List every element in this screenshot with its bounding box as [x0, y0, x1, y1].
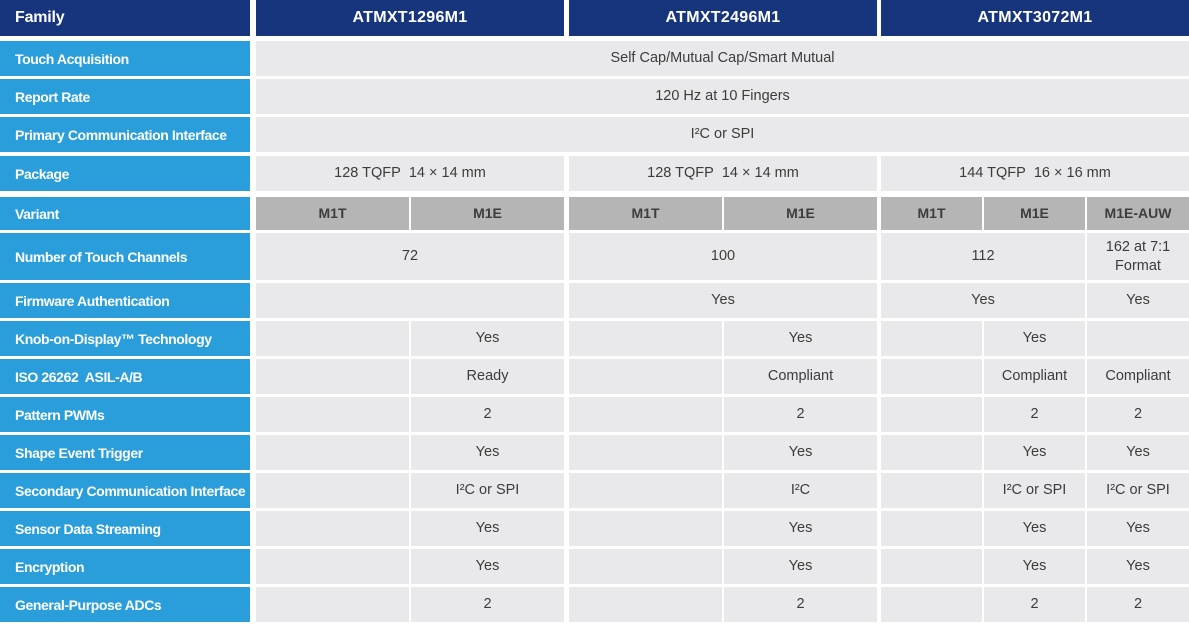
- row-label-encryption: Encryption: [0, 549, 250, 584]
- cell-sensor-2496-m1t: [569, 511, 722, 546]
- cell-adc-3072-m1t: [881, 587, 982, 622]
- cell-knob-3072-m1t: [881, 321, 982, 356]
- pwm-group-1296: [256, 397, 564, 432]
- cell-secondary-3072-m1t: [881, 473, 982, 508]
- row-label-iso-26262: ISO 26262 ASIL-A/B: [0, 359, 250, 394]
- encryption-group-3072: [881, 549, 1189, 584]
- variant-header-3072-m1e: M1E: [984, 197, 1085, 230]
- cell-encryption-2496-m1t: [569, 549, 722, 584]
- pwm-group-3072: [881, 397, 1189, 432]
- cell-secondary-2496-m1e: I²C: [724, 473, 877, 508]
- variant-header-1296-m1e: M1E: [411, 197, 564, 230]
- cell-encryption-1296-m1e: Yes: [411, 549, 564, 584]
- cell-pwm-3072-m1t: [881, 397, 982, 432]
- cell-package-3072: 144 TQFP 16 × 16 mm: [881, 156, 1189, 191]
- variant-header-2496-m1t: M1T: [569, 197, 722, 230]
- knob-group-1296: [256, 321, 564, 356]
- cell-secondary-2496-m1t: [569, 473, 722, 508]
- cell-shape-2496-m1e: Yes: [724, 435, 877, 470]
- cell-sensor-1296-m1t: [256, 511, 409, 546]
- cell-secondary-1296-m1e: I²C or SPI: [411, 473, 564, 508]
- secondary-group-2496: [569, 473, 877, 508]
- knob-group-3072: [881, 321, 1189, 356]
- cell-encryption-2496-m1e: Yes: [724, 549, 877, 584]
- cell-pwm-3072-m1e-auw: 2: [1087, 397, 1189, 432]
- cell-touch-channels-2496: 100: [569, 233, 877, 280]
- row-label-sensor-data-streaming: Sensor Data Streaming: [0, 511, 250, 546]
- variant-header-2496-m1e: M1E: [724, 197, 877, 230]
- row-report-rate: [0, 79, 1189, 114]
- cell-firmware-3072-m1e-auw: Yes: [1087, 283, 1189, 318]
- variant-header-3072-m1e-auw: M1E-AUW: [1087, 197, 1189, 230]
- row-package: [0, 156, 1189, 191]
- cell-shape-3072-m1e: Yes: [984, 435, 1085, 470]
- row-label-firmware-authentication: Firmware Authentication: [0, 283, 250, 318]
- variant-group-3072: [881, 197, 1189, 230]
- cell-iso-3072-m1e-auw: Compliant: [1087, 359, 1189, 394]
- row-touch-channels: [0, 233, 1189, 280]
- column-header-atmxt1296m1: ATMXT1296M1: [256, 0, 564, 36]
- sensor-group-1296: [256, 511, 564, 546]
- row-label-shape-event-trigger: Shape Event Trigger: [0, 435, 250, 470]
- firmware-group-3072: [881, 283, 1189, 318]
- cell-secondary-1296-m1t: [256, 473, 409, 508]
- cell-secondary-3072-m1e-auw: I²C or SPI: [1087, 473, 1189, 508]
- cell-touch-channels-3072-m1t-m1e: 112: [881, 233, 1085, 280]
- cell-secondary-3072-m1e: I²C or SPI: [984, 473, 1085, 508]
- cell-sensor-3072-m1e-auw: Yes: [1087, 511, 1189, 546]
- cell-encryption-3072-m1e: Yes: [984, 549, 1085, 584]
- row-label-touch-channels: Number of Touch Channels: [0, 233, 250, 280]
- cell-sensor-3072-m1e: Yes: [984, 511, 1085, 546]
- row-variant: [0, 197, 1189, 230]
- knob-group-2496: [569, 321, 877, 356]
- sensor-group-3072: [881, 511, 1189, 546]
- row-label-variant: Variant: [0, 197, 250, 230]
- cell-shape-1296-m1e: Yes: [411, 435, 564, 470]
- row-label-pattern-pwms: Pattern PWMs: [0, 397, 250, 432]
- shape-group-2496: [569, 435, 877, 470]
- cell-shape-3072-m1t: [881, 435, 982, 470]
- cell-adc-2496-m1t: [569, 587, 722, 622]
- variant-header-1296-m1t: M1T: [256, 197, 409, 230]
- row-pattern-pwms: [0, 397, 1189, 432]
- cell-knob-1296-m1t: [256, 321, 409, 356]
- cell-pwm-1296-m1t: [256, 397, 409, 432]
- row-label-knob-on-display: Knob-on-Display™ Technology: [0, 321, 250, 356]
- iso-group-2496: [569, 359, 877, 394]
- cell-shape-1296-m1t: [256, 435, 409, 470]
- cell-pwm-3072-m1e: 2: [984, 397, 1085, 432]
- cell-primary-communication: I²C or SPI: [256, 117, 1189, 152]
- pwm-group-2496: [569, 397, 877, 432]
- header-row: [0, 0, 1189, 36]
- row-sensor-data-streaming: [0, 511, 1189, 546]
- iso-group-3072: [881, 359, 1189, 394]
- cell-package-1296: 128 TQFP 14 × 14 mm: [256, 156, 564, 191]
- cell-sensor-3072-m1t: [881, 511, 982, 546]
- row-label-package: Package: [0, 156, 250, 191]
- cell-encryption-3072-m1t: [881, 549, 982, 584]
- row-touch-acquisition: [0, 41, 1189, 76]
- secondary-group-1296: [256, 473, 564, 508]
- row-label-touch-acquisition: Touch Acquisition: [0, 41, 250, 76]
- cell-iso-1296-m1e: Ready: [411, 359, 564, 394]
- cell-iso-1296-m1t: [256, 359, 409, 394]
- cell-firmware-3072-m1t-m1e: Yes: [881, 283, 1085, 318]
- cell-adc-2496-m1e: 2: [724, 587, 877, 622]
- row-shape-event-trigger: [0, 435, 1189, 470]
- adc-group-1296: [256, 587, 564, 622]
- encryption-group-1296: [256, 549, 564, 584]
- row-primary-communication: [0, 117, 1189, 152]
- cell-pwm-2496-m1e: 2: [724, 397, 877, 432]
- row-label-gp-adcs: General-Purpose ADCs: [0, 587, 250, 622]
- row-knob-on-display: [0, 321, 1189, 356]
- cell-adc-3072-m1e: 2: [984, 587, 1085, 622]
- shape-group-1296: [256, 435, 564, 470]
- cell-sensor-1296-m1e: Yes: [411, 511, 564, 546]
- cell-adc-1296-m1e: 2: [411, 587, 564, 622]
- cell-iso-2496-m1e: Compliant: [724, 359, 877, 394]
- column-header-atmxt3072m1: ATMXT3072M1: [881, 0, 1189, 36]
- cell-encryption-1296-m1t: [256, 549, 409, 584]
- cell-touch-channels-3072-m1e-auw: 162 at 7:1 Format: [1087, 233, 1189, 280]
- row-firmware-authentication: [0, 283, 1189, 318]
- row-label-report-rate: Report Rate: [0, 79, 250, 114]
- sensor-group-2496: [569, 511, 877, 546]
- cell-adc-3072-m1e-auw: 2: [1087, 587, 1189, 622]
- variant-group-2496: [569, 197, 877, 230]
- cell-pwm-1296-m1e: 2: [411, 397, 564, 432]
- column-header-atmxt2496m1: ATMXT2496M1: [569, 0, 877, 36]
- row-secondary-communication: [0, 473, 1189, 508]
- cell-iso-2496-m1t: [569, 359, 722, 394]
- variant-header-3072-m1t: M1T: [881, 197, 982, 230]
- cell-sensor-2496-m1e: Yes: [724, 511, 877, 546]
- cell-knob-2496-m1e: Yes: [724, 321, 877, 356]
- cell-firmware-2496: Yes: [569, 283, 877, 318]
- cell-knob-3072-m1e: Yes: [984, 321, 1085, 356]
- adc-group-3072: [881, 587, 1189, 622]
- cell-knob-2496-m1t: [569, 321, 722, 356]
- cell-report-rate: 120 Hz at 10 Fingers: [256, 79, 1189, 114]
- adc-group-2496: [569, 587, 877, 622]
- cell-shape-2496-m1t: [569, 435, 722, 470]
- cell-shape-3072-m1e-auw: Yes: [1087, 435, 1189, 470]
- iso-group-1296: [256, 359, 564, 394]
- cell-encryption-3072-m1e-auw: Yes: [1087, 549, 1189, 584]
- variant-group-1296: [256, 197, 564, 230]
- touch-channels-group-3072: [881, 233, 1189, 280]
- cell-iso-3072-m1t: [881, 359, 982, 394]
- shape-group-3072: [881, 435, 1189, 470]
- secondary-group-3072: [881, 473, 1189, 508]
- cell-adc-1296-m1t: [256, 587, 409, 622]
- row-label-secondary-communication: Secondary Communication Interface: [0, 473, 250, 508]
- family-header-cell: Family: [0, 0, 250, 36]
- cell-knob-1296-m1e: Yes: [411, 321, 564, 356]
- cell-knob-3072-m1e-auw: [1087, 321, 1189, 356]
- cell-pwm-2496-m1t: [569, 397, 722, 432]
- cell-touch-channels-1296: 72: [256, 233, 564, 280]
- cell-touch-acquisition: Self Cap/Mutual Cap/Smart Mutual: [256, 41, 1189, 76]
- encryption-group-2496: [569, 549, 877, 584]
- cell-firmware-1296: [256, 283, 564, 318]
- row-encryption: [0, 549, 1189, 584]
- row-gp-adcs: [0, 587, 1189, 622]
- cell-package-2496: 128 TQFP 14 × 14 mm: [569, 156, 877, 191]
- row-iso-26262: [0, 359, 1189, 394]
- row-label-primary-communication: Primary Communication Interface: [0, 117, 250, 152]
- cell-iso-3072-m1e: Compliant: [984, 359, 1085, 394]
